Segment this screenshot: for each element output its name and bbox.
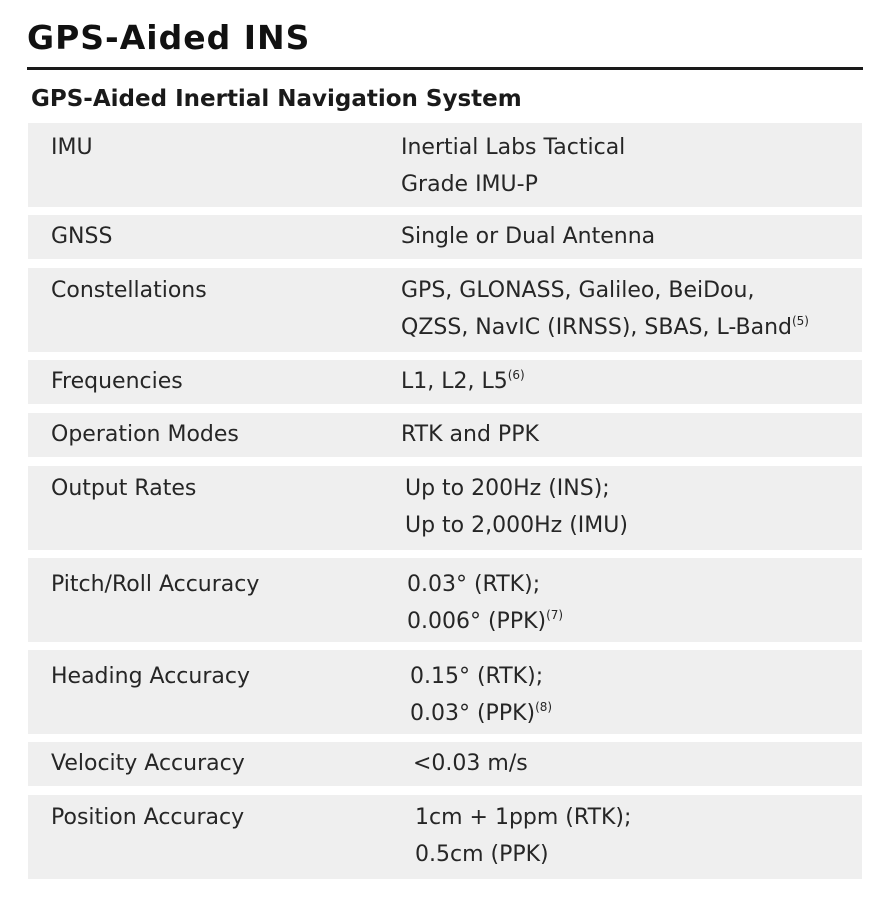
footnote-marker: (6) (507, 368, 525, 382)
spec-row-gnss (28, 215, 862, 259)
spec-row-imu (28, 123, 862, 207)
spec-value (410, 658, 552, 732)
spec-value-line (401, 363, 525, 400)
spec-label: IMU (51, 135, 93, 160)
spec-value-line: Up to 2,000Hz (IMU) (405, 513, 628, 538)
spec-value-line (407, 603, 563, 640)
spec-value (405, 470, 628, 544)
spec-value-text: L1, L2, L5 (401, 369, 508, 394)
spec-row-position-accuracy (28, 795, 862, 879)
spec-row-operation-modes (28, 413, 862, 457)
spec-value-line: 0.03° (RTK); (407, 572, 541, 597)
spec-value (415, 799, 631, 873)
spec-value-line: GPS, GLONASS, Galileo, BeiDou, (401, 278, 755, 303)
spec-value-line (401, 309, 809, 346)
spec-value-text: 0.006° (PPK) (407, 609, 547, 634)
spec-row-heading-accuracy (28, 650, 862, 734)
spec-value-line (410, 695, 552, 732)
spec-value-text: QZSS, NavIC (IRNSS), SBAS, L-Band (401, 315, 792, 340)
spec-row-pitch-roll-accuracy (28, 558, 862, 642)
spec-label: Output Rates (51, 476, 197, 501)
footnote-marker: (5) (791, 314, 809, 328)
spec-value-line: 0.15° (RTK); (410, 664, 544, 689)
spec-label: Heading Accuracy (51, 664, 250, 689)
spec-value (407, 566, 563, 640)
spec-value-line: Single or Dual Antenna (401, 224, 656, 249)
section-title: GPS-Aided Inertial Navigation System (31, 86, 522, 112)
spec-value-text: 0.03° (PPK) (410, 701, 536, 726)
spec-label: GNSS (51, 224, 113, 249)
spec-value-line: 1cm + 1ppm (RTK); (415, 805, 632, 830)
spec-value-line: Up to 200Hz (INS); (405, 476, 610, 501)
spec-row-output-rates (28, 466, 862, 550)
spec-value (401, 218, 655, 255)
spec-label: Operation Modes (51, 422, 239, 447)
spec-label: Frequencies (51, 369, 183, 394)
spec-row-constellations (28, 268, 862, 352)
spec-value (401, 363, 525, 400)
spec-value (401, 272, 809, 346)
spec-value-line: Grade IMU-P (401, 172, 538, 197)
spec-value (401, 416, 539, 453)
spec-value-line: Inertial Labs Tactical (401, 135, 626, 160)
spec-row-frequencies (28, 360, 862, 404)
footnote-marker: (8) (535, 700, 553, 714)
title-divider (27, 67, 863, 70)
spec-value-line: RTK and PPK (401, 422, 539, 447)
footnote-marker: (7) (546, 608, 564, 622)
spec-value (413, 745, 528, 782)
spec-value-line: <0.03 m/s (413, 751, 528, 776)
spec-label: Pitch/Roll Accuracy (51, 572, 260, 597)
page-title: GPS-Aided INS (27, 18, 311, 57)
spec-label: Position Accuracy (51, 805, 245, 830)
spec-label: Constellations (51, 278, 207, 303)
spec-label: Velocity Accuracy (51, 751, 245, 776)
spec-value-line: 0.5cm (PPK) (415, 842, 549, 867)
spec-value (401, 129, 625, 203)
spec-row-velocity-accuracy (28, 742, 862, 786)
